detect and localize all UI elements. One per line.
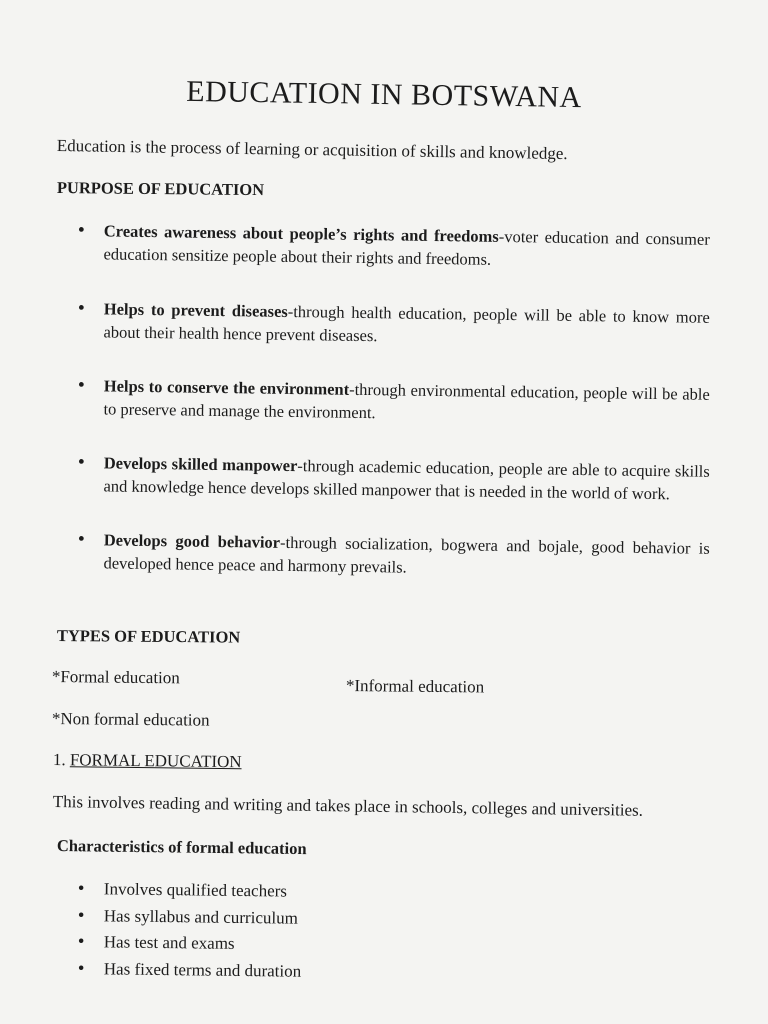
purpose-item-title: Develops skilled manpower (103, 453, 298, 476)
purpose-item (77, 451, 710, 506)
purpose-item-title: Helps to conserve the environment (103, 376, 350, 399)
purpose-heading: PURPOSE OF EDUCATION (56, 178, 265, 200)
intro-paragraph: Education is the process of learning or acquisition of skills and knowledge. (56, 136, 568, 164)
purpose-item-title: Creates awareness about people’s rights and freedoms (103, 221, 499, 246)
purpose-item (77, 528, 710, 583)
type-nonformal: *Non formal education (51, 709, 210, 730)
characteristic-item: • Has test and exams (78, 929, 302, 958)
purpose-item-title: Helps to prevent diseases (103, 299, 288, 321)
types-heading: TYPES OF EDUCATION (56, 626, 241, 647)
type-formal: *Formal education (51, 667, 180, 688)
characteristics-heading: Characteristics of formal education (56, 836, 307, 859)
purpose-item (77, 219, 710, 274)
characteristic-item: • Has fixed terms and duration (78, 956, 302, 985)
section-number: 1. (52, 750, 70, 770)
type-informal: *Informal education (345, 676, 485, 697)
formal-education-heading (53, 750, 242, 772)
purpose-item-title: Develops good behavior (103, 530, 281, 552)
section-title: FORMAL EDUCATION (69, 750, 242, 772)
characteristic-item: • Has syllabus and curriculum (78, 903, 302, 932)
formal-description: This involves reading and writing and takes place in schools, colleges and universities. (52, 792, 644, 820)
purpose-item-text: -voter education and consumer education sensitize people about their rights and freedoms. (103, 226, 710, 269)
purpose-item (77, 374, 710, 429)
purpose-item-text: -through health education, people will be able to know more about their health hence prevent diseases. (103, 301, 710, 346)
purpose-item-text: -through environmental education, people will be able to preserve and manage the environment. (103, 379, 710, 423)
characteristics-list (78, 876, 301, 982)
purpose-item (77, 297, 710, 352)
purpose-list (78, 219, 710, 577)
purpose-item-text: -through socialization, bogwera and bojale, good behavior is developed hence peace and harmony prevails. (103, 532, 710, 577)
page-title: EDUCATION IN BOTSWANA (186, 74, 582, 115)
characteristic-item: • Involves qualified teachers (78, 876, 302, 905)
purpose-item-text: -through academic education, people are able to acquire skills and knowledge hence develops skilled manpower that is needed in the world of work. (103, 456, 710, 504)
